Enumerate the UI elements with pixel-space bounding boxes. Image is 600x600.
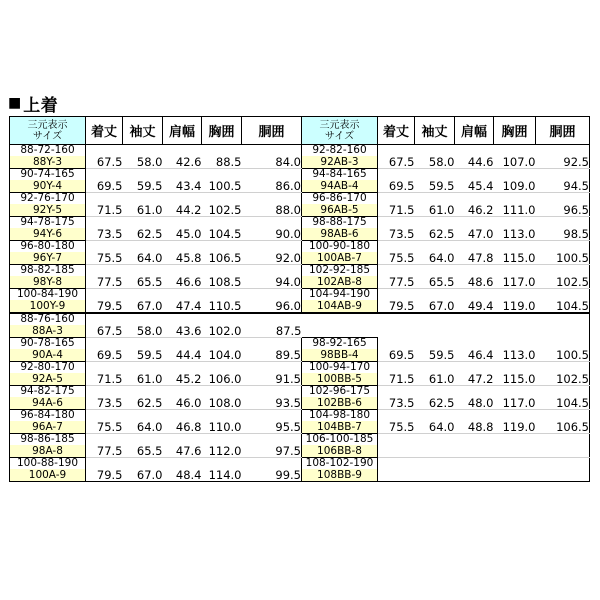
measurement-cell: 97.5 (242, 445, 302, 458)
measurement-cell: 44.6 (455, 156, 494, 169)
measurement-cell: 43.4 (163, 180, 202, 193)
measurement-cell: 119.0 (494, 300, 536, 313)
size-code-cell: 98-82-185 (10, 265, 86, 277)
measurement-cell: 114.0 (202, 469, 242, 482)
measurement-cell: 62.5 (415, 228, 455, 241)
measurement-cell (536, 469, 590, 482)
size-name-cell: 100A-9 (10, 469, 86, 482)
measurement-cell: 47.4 (163, 300, 202, 313)
size-name-cell: 90A-4 (10, 349, 86, 362)
table-row (10, 421, 590, 434)
measurement-cell: 79.5 (378, 300, 415, 313)
table-row (10, 373, 590, 386)
measurement-cell: 115.0 (494, 373, 536, 386)
measurement-cell (536, 445, 590, 458)
measurement-cell: 104.5 (202, 228, 242, 241)
measurement-cell: 108.5 (202, 276, 242, 289)
measurement-cell: 48.8 (455, 421, 494, 434)
header-chest: 胸囲 (202, 117, 242, 145)
measurement-cell: 73.5 (86, 228, 123, 241)
size-name-cell: 92AB-3 (302, 156, 378, 169)
measurement-cell: 62.5 (415, 397, 455, 410)
measurement-cell (378, 469, 415, 482)
measurement-cell: 104.0 (202, 349, 242, 362)
measurement-cell: 71.5 (378, 373, 415, 386)
measurement-cell: 67.0 (123, 469, 163, 482)
measurement-cell: 113.0 (494, 228, 536, 241)
empty-cell (302, 325, 590, 338)
measurement-cell: 65.5 (123, 276, 163, 289)
table-row (10, 265, 590, 277)
measurement-cell: 46.0 (163, 397, 202, 410)
measurement-cell: 67.0 (415, 300, 455, 313)
measurement-cell: 69.5 (86, 180, 123, 193)
header-chest: 胸囲 (494, 117, 536, 145)
measurement-cell: 95.5 (242, 421, 302, 434)
table-row (10, 180, 590, 193)
measurement-cell: 59.5 (123, 349, 163, 362)
measurement-cell: 99.5 (242, 469, 302, 482)
measurement-cell: 73.5 (378, 228, 415, 241)
table-row (10, 338, 590, 350)
measurement-cell (455, 469, 494, 482)
measurement-cell: 77.5 (86, 445, 123, 458)
measurement-cell: 87.5 (242, 325, 302, 338)
size-code-cell: 98-86-185 (10, 434, 86, 446)
measurement-cell: 75.5 (378, 252, 415, 265)
table-row (10, 325, 590, 338)
size-code-cell: 94-78-175 (10, 217, 86, 229)
measurement-cell: 61.0 (415, 204, 455, 217)
measurement-cell: 46.2 (455, 204, 494, 217)
measurement-cell (494, 445, 536, 458)
measurement-cell: 75.5 (86, 421, 123, 434)
measurement-cell: 65.5 (415, 276, 455, 289)
size-code-cell: 102-96-175 (302, 386, 378, 398)
measurement-cell: 64.0 (123, 252, 163, 265)
measurement-cell: 46.8 (163, 421, 202, 434)
measurement-cell: 96.0 (242, 300, 302, 313)
size-name-cell: 106BB-8 (302, 445, 378, 458)
size-code-cell: 88-72-160 (10, 145, 86, 157)
size-name-cell: 100AB-7 (302, 252, 378, 265)
measurement-cell: 100.5 (202, 180, 242, 193)
measurement-cell: 106.0 (202, 373, 242, 386)
measurement-cell: 86.0 (242, 180, 302, 193)
size-code-cell: 102-92-185 (302, 265, 378, 277)
measurement-cell (415, 469, 455, 482)
size-code-cell: 92-82-160 (302, 145, 378, 157)
measurement-cell: 92.5 (536, 156, 590, 169)
measurement-cell (455, 445, 494, 458)
measurement-cell: 79.5 (86, 300, 123, 313)
measurement-cell: 67.0 (123, 300, 163, 313)
measurement-cell: 48.0 (455, 397, 494, 410)
measurement-cell: 112.0 (202, 445, 242, 458)
measurement-cell: 58.0 (123, 325, 163, 338)
measurement-cell: 69.5 (86, 349, 123, 362)
measurement-cell: 45.4 (455, 180, 494, 193)
measurement-cell: 43.6 (163, 325, 202, 338)
header-length: 着丈 (86, 117, 123, 145)
size-name-cell: 100Y-9 (10, 300, 86, 313)
measurement-cell: 117.0 (494, 397, 536, 410)
measurement-cell: 113.0 (494, 349, 536, 362)
header-sleeve: 袖丈 (123, 117, 163, 145)
size-code-cell: 106-100-185 (302, 434, 378, 446)
size-chart-table (9, 116, 590, 482)
measurement-cell: 42.6 (163, 156, 202, 169)
measurement-cell: 92.0 (242, 252, 302, 265)
measurement-cell: 45.8 (163, 252, 202, 265)
measurement-cell (494, 469, 536, 482)
size-code-cell: 90-78-165 (10, 338, 86, 350)
measurement-cell: 89.5 (242, 349, 302, 362)
size-header-left: 三元表示 サイズ (10, 117, 86, 145)
header-sleeve: 袖丈 (415, 117, 455, 145)
measurement-cell: 109.0 (494, 180, 536, 193)
table-row (10, 204, 590, 217)
size-name-cell: 92Y-5 (10, 204, 86, 217)
measurement-cell: 90.0 (242, 228, 302, 241)
table-row (10, 362, 590, 374)
measurement-cell: 46.4 (455, 349, 494, 362)
table-row (10, 289, 590, 301)
measurement-cell: 106.5 (202, 252, 242, 265)
size-name-cell: 104BB-7 (302, 421, 378, 434)
measurement-cell: 71.5 (86, 373, 123, 386)
measurement-cell: 110.0 (202, 421, 242, 434)
measurement-cell: 45.2 (163, 373, 202, 386)
measurement-cell: 61.0 (415, 373, 455, 386)
measurement-cell: 58.0 (415, 156, 455, 169)
measurement-cell: 102.5 (536, 276, 590, 289)
size-name-cell: 96A-7 (10, 421, 86, 434)
measurement-cell: 71.5 (378, 204, 415, 217)
measurement-cell: 102.0 (202, 325, 242, 338)
measurement-cell (378, 445, 415, 458)
size-code-cell: 96-86-170 (302, 193, 378, 205)
measurement-cell: 49.4 (455, 300, 494, 313)
measurement-cell: 67.5 (86, 325, 123, 338)
measurement-cell: 59.5 (415, 180, 455, 193)
size-name-cell: 108BB-9 (302, 469, 378, 482)
measurement-cell (415, 445, 455, 458)
size-code-cell: 100-90-180 (302, 241, 378, 253)
size-name-cell: 88A-3 (10, 325, 86, 338)
measurement-cell: 106.5 (536, 421, 590, 434)
measurement-cell: 64.0 (415, 421, 455, 434)
table-row (10, 349, 590, 362)
measurement-cell: 93.5 (242, 397, 302, 410)
measurement-cell: 84.0 (242, 156, 302, 169)
table-row (10, 410, 590, 422)
size-code-cell: 92-76-170 (10, 193, 86, 205)
measurement-cell: 62.5 (123, 228, 163, 241)
table-row (10, 228, 590, 241)
header-waist: 胴囲 (536, 117, 590, 145)
table-row (10, 434, 590, 446)
measurement-cell: 48.6 (455, 276, 494, 289)
size-name-cell: 104AB-9 (302, 300, 378, 313)
section-title (8, 92, 58, 114)
header-row (10, 117, 590, 145)
measurement-cell: 94.5 (536, 180, 590, 193)
size-code-cell: 104-98-180 (302, 410, 378, 422)
table-row (10, 145, 590, 157)
size-name-cell: 98AB-6 (302, 228, 378, 241)
measurement-cell: 100.5 (536, 349, 590, 362)
table-row (10, 386, 590, 398)
size-name-cell: 92A-5 (10, 373, 86, 386)
measurement-cell: 69.5 (378, 180, 415, 193)
size-code-cell: 98-92-165 (302, 338, 378, 350)
table-row (10, 193, 590, 205)
header-length: 着丈 (378, 117, 415, 145)
measurement-cell: 91.5 (242, 373, 302, 386)
header-shoulder: 肩幅 (455, 117, 494, 145)
measurement-cell: 77.5 (378, 276, 415, 289)
measurement-cell: 73.5 (86, 397, 123, 410)
table-row (10, 313, 590, 325)
measurement-cell: 47.6 (163, 445, 202, 458)
measurement-cell: 65.5 (123, 445, 163, 458)
measurement-cell: 47.8 (455, 252, 494, 265)
table-row (10, 458, 590, 470)
measurement-cell: 75.5 (378, 421, 415, 434)
size-name-cell: 94A-6 (10, 397, 86, 410)
table-row (10, 156, 590, 169)
measurement-cell: 45.0 (163, 228, 202, 241)
size-code-cell: 100-88-190 (10, 458, 86, 470)
measurement-cell: 100.5 (536, 252, 590, 265)
measurement-cell: 64.0 (415, 252, 455, 265)
table-row (10, 276, 590, 289)
measurement-cell: 77.5 (86, 276, 123, 289)
size-code-cell: 90-74-165 (10, 169, 86, 181)
measurement-cell: 104.5 (536, 397, 590, 410)
size-name-cell: 94AB-4 (302, 180, 378, 193)
measurement-cell: 47.2 (455, 373, 494, 386)
measurement-cell: 102.5 (202, 204, 242, 217)
measurement-cell: 88.0 (242, 204, 302, 217)
measurement-cell: 79.5 (86, 469, 123, 482)
measurement-cell: 111.0 (494, 204, 536, 217)
table-row (10, 397, 590, 410)
measurement-cell: 102.5 (536, 373, 590, 386)
measurement-cell: 107.0 (494, 156, 536, 169)
measurement-cell: 110.5 (202, 300, 242, 313)
measurement-cell: 115.0 (494, 252, 536, 265)
size-name-cell: 96AB-5 (302, 204, 378, 217)
size-code-cell: 108-102-190 (302, 458, 378, 470)
table-row (10, 169, 590, 181)
size-name-cell: 96Y-7 (10, 252, 86, 265)
size-name-cell: 102AB-8 (302, 276, 378, 289)
size-code-cell: 96-84-180 (10, 410, 86, 422)
measurement-cell: 67.5 (378, 156, 415, 169)
table-row (10, 252, 590, 265)
header-waist: 胴囲 (242, 117, 302, 145)
measurement-cell: 119.0 (494, 421, 536, 434)
measurement-cell: 44.2 (163, 204, 202, 217)
empty-cell (302, 313, 590, 325)
size-name-cell: 94Y-6 (10, 228, 86, 241)
measurement-cell: 75.5 (86, 252, 123, 265)
measurement-cell: 73.5 (378, 397, 415, 410)
size-name-cell: 98BB-4 (302, 349, 378, 362)
measurement-cell: 94.0 (242, 276, 302, 289)
measurement-cell: 88.5 (202, 156, 242, 169)
measurement-cell: 59.5 (123, 180, 163, 193)
size-name-cell: 90Y-4 (10, 180, 86, 193)
table-row (10, 445, 590, 458)
measurement-cell: 108.0 (202, 397, 242, 410)
measurement-cell: 104.5 (536, 300, 590, 313)
size-code-cell: 96-80-180 (10, 241, 86, 253)
size-code-cell: 98-88-175 (302, 217, 378, 229)
measurement-cell: 96.5 (536, 204, 590, 217)
size-name-cell: 98Y-8 (10, 276, 86, 289)
section-title-text: 上着 (23, 95, 59, 116)
measurement-cell: 117.0 (494, 276, 536, 289)
size-code-cell: 94-82-175 (10, 386, 86, 398)
size-code-cell: 88-76-160 (10, 313, 86, 325)
measurement-cell: 48.4 (163, 469, 202, 482)
size-code-cell: 104-94-190 (302, 289, 378, 301)
table-row (10, 241, 590, 253)
header-shoulder: 肩幅 (163, 117, 202, 145)
measurement-cell: 61.0 (123, 204, 163, 217)
table-row (10, 217, 590, 229)
size-name-cell: 102BB-6 (302, 397, 378, 410)
size-name-cell: 98A-8 (10, 445, 86, 458)
measurement-cell: 58.0 (123, 156, 163, 169)
measurement-cell: 61.0 (123, 373, 163, 386)
measurement-cell: 46.6 (163, 276, 202, 289)
measurement-cell: 47.0 (455, 228, 494, 241)
size-code-cell: 100-94-170 (302, 362, 378, 374)
measurement-cell: 67.5 (86, 156, 123, 169)
size-header-right: 三元表示 サイズ (302, 117, 378, 145)
table-row (10, 469, 590, 482)
measurement-cell: 44.4 (163, 349, 202, 362)
measurement-cell: 59.5 (415, 349, 455, 362)
size-name-cell: 88Y-3 (10, 156, 86, 169)
table-row (10, 300, 590, 313)
size-code-cell: 100-84-190 (10, 289, 86, 301)
measurement-cell: 98.5 (536, 228, 590, 241)
square-bullet-icon: ■ (8, 95, 22, 111)
size-name-cell: 100BB-5 (302, 373, 378, 386)
measurement-cell: 69.5 (378, 349, 415, 362)
size-code-cell: 94-84-165 (302, 169, 378, 181)
measurement-cell: 62.5 (123, 397, 163, 410)
size-code-cell: 92-80-170 (10, 362, 86, 374)
measurement-cell: 64.0 (123, 421, 163, 434)
measurement-cell: 71.5 (86, 204, 123, 217)
